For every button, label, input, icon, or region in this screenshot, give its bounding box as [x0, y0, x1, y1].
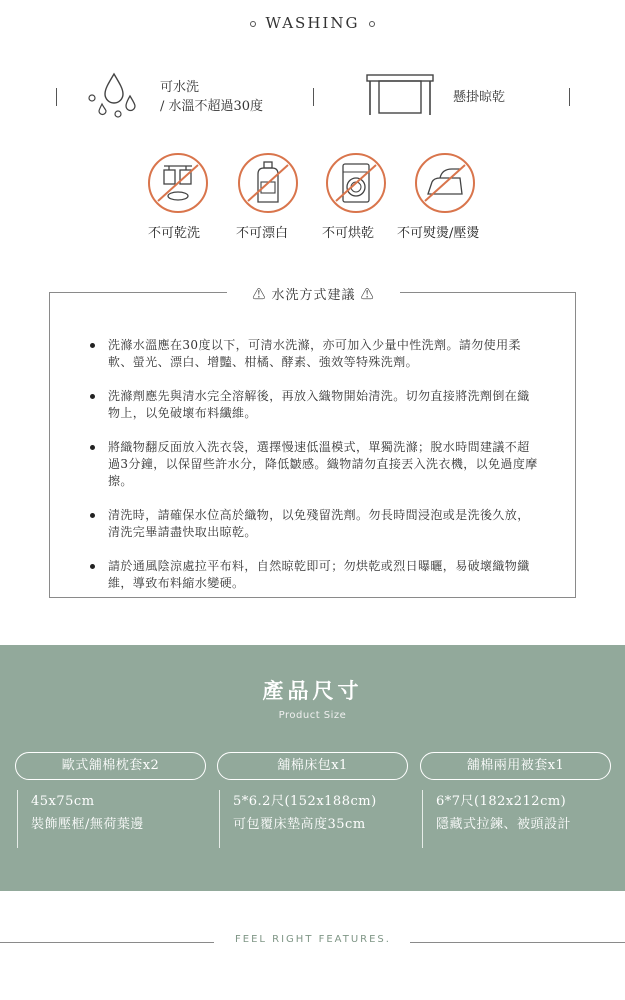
spec-line: 隱藏式拉鍊、被頭設計 — [436, 817, 572, 832]
footer-tagline: FEEL RIGHT FEATURES. — [235, 934, 391, 945]
divider — [56, 88, 57, 106]
product-name-duvet-cover: 舖棉兩用被套x1 — [420, 752, 611, 780]
divider — [569, 88, 570, 106]
divider — [49, 292, 227, 293]
product-size-section — [0, 645, 625, 891]
no-iron-label: 不可熨燙/壓燙 — [397, 226, 480, 241]
no-tumble-dry-icon — [325, 152, 387, 214]
advice-title-text: 水洗方式建議 — [271, 288, 356, 303]
divider — [400, 292, 576, 293]
divider — [410, 942, 625, 943]
product-name-fitted-sheet: 舖棉床包x1 — [217, 752, 408, 780]
no-bleach-label: 不可漂白 — [236, 226, 289, 241]
no-bleach-icon — [237, 152, 299, 214]
spec-line: 裝飾壓框/無荷葉邊 — [31, 817, 144, 832]
no-dry-clean-label: 不可乾洗 — [148, 226, 201, 241]
list-item: 請於通風陰涼處拉平布料，自然晾乾即可；勿烘乾或烈日曝曬，易破壞織物纖維，導致布料縮水變硬。 — [90, 558, 540, 592]
water-wash-label — [160, 78, 263, 116]
divider — [0, 942, 214, 943]
no-iron-icon — [414, 152, 476, 214]
hang-dry-label: 懸掛晾乾 — [453, 90, 506, 105]
spec-line: 5*6.2尺(152x188cm) — [233, 794, 377, 809]
list-item: 清洗時，請確保水位高於織物，以免殘留洗劑。勿長時間浸泡或是洗後久放，清洗完畢請盡快取出晾乾。 — [90, 507, 540, 541]
advice-title — [227, 284, 400, 303]
circle-icon — [369, 21, 375, 27]
size-subtitle: Product Size — [278, 710, 347, 721]
no-tumble-dry-label: 不可烘乾 — [322, 226, 375, 241]
spec-line: 6*7尺(182x212cm) — [436, 794, 567, 809]
warning-icon: ⚠ — [360, 288, 375, 303]
list-item: 洗滌水溫應在30度以下，可清水洗滌，亦可加入少量中性洗劑。請勿使用柔軟、螢光、漂白、增豔、柑橘、酵素、強效等特殊洗劑。 — [90, 337, 540, 371]
spec-line: 可包覆床墊高度35cm — [233, 817, 366, 832]
washing-title — [0, 14, 625, 32]
advice-list — [90, 337, 540, 609]
list-item: 將織物翻反面放入洗衣袋，選擇慢速低溫模式，單獨洗滌；脫水時間建議不超過3分鐘，以保留些許水分，降低皺感。織物請勿直接丟入洗衣機，以免過度摩擦。 — [90, 439, 540, 490]
warning-icon: ⚠ — [252, 288, 267, 303]
product-spec-duvet-cover — [422, 790, 612, 848]
no-dry-clean-icon — [147, 152, 209, 214]
product-name-pillow-case: 歐式舖棉枕套x2 — [15, 752, 206, 780]
water-wash-line1: 可水洗 — [160, 80, 200, 95]
list-item: 洗滌劑應先與清水完全溶解後，再放入織物開始清洗。切勿直接將洗劑倒在織物上，以免破壞布料纖維。 — [90, 388, 540, 422]
spec-line: 45x75cm — [31, 794, 95, 809]
water-wash-line2: / 水溫不超過30度 — [160, 99, 264, 114]
product-spec-pillow-case — [17, 790, 205, 848]
washing-title-text: WASHING — [265, 14, 360, 32]
water-drops-icon — [84, 70, 142, 120]
divider — [313, 88, 314, 106]
circle-icon — [250, 21, 256, 27]
size-title: 產品尺寸 — [262, 678, 363, 703]
product-spec-fitted-sheet — [219, 790, 409, 848]
hang-dry-icon — [364, 72, 436, 118]
